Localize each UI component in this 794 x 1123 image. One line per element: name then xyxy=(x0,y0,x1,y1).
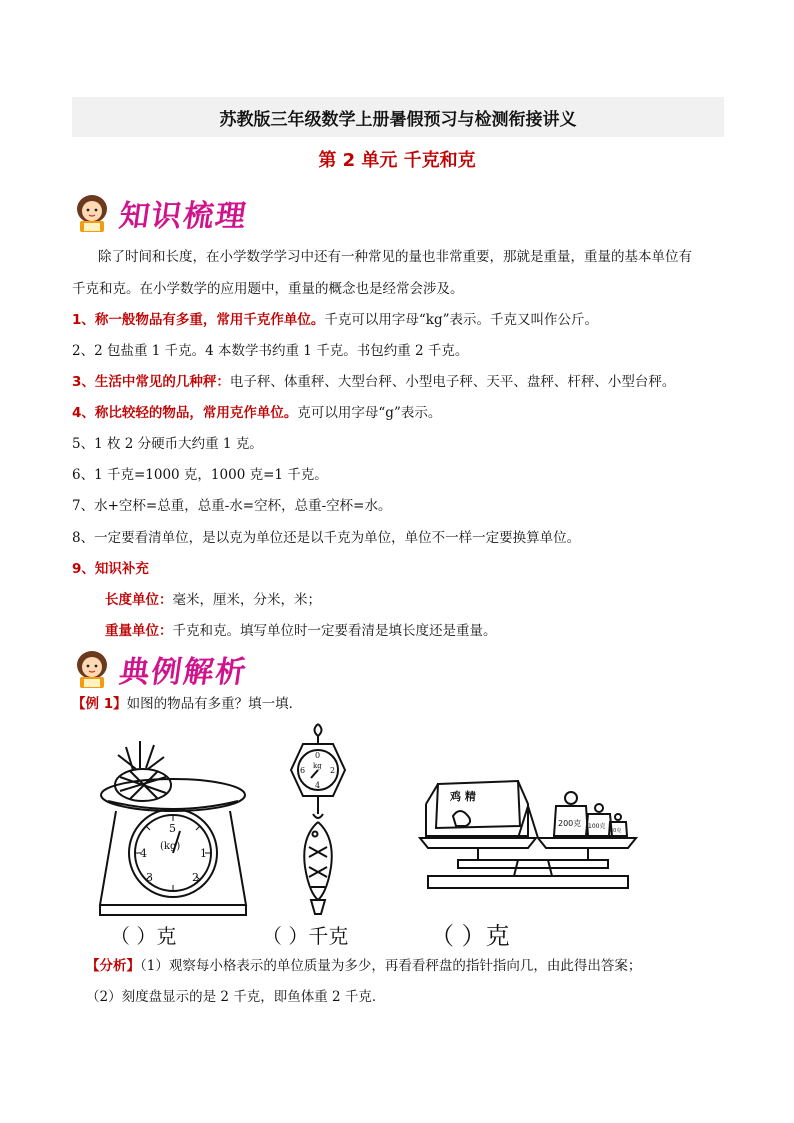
point-4 xyxy=(72,403,441,423)
point-6: 6、1 千克=1000 克，1000 克=1 千克。 xyxy=(72,467,328,483)
point-7: 7、水+空杯=总重，总重-水=空杯，总重-空杯=水。 xyxy=(72,498,392,514)
length-units xyxy=(105,590,321,610)
length-units-label: 长度单位： xyxy=(105,592,173,608)
analysis-2: （2）刻度盘显示的是 2 千克，即鱼体重 2 千克． xyxy=(86,989,386,1005)
point-3-text: 电子秤、体重秤、大型台秤、小型电子秤、天平、盘秤、杆秤、小型台秤。 xyxy=(229,374,676,390)
point-1-text: 千克可以用字母“kg”表示。千克又叫作公斤。 xyxy=(324,312,599,328)
examples-section-head xyxy=(70,646,248,692)
analysis-1-text: （1）观察每小格表示的单位质量为多少，再看看秤盘的指针指向几，由此得出答案； xyxy=(140,958,642,974)
weight-label: 100克 xyxy=(588,823,606,830)
length-units-text: 毫米，厘米，分米，米； xyxy=(172,592,321,608)
title-banner xyxy=(72,97,724,137)
point-4-highlight: 4、称比较轻的物品，常用克作单位。 xyxy=(72,405,298,421)
point-9-highlight: 9、知识补充 xyxy=(72,561,149,577)
knowledge-section-label: 知识梳理 xyxy=(117,199,250,234)
point-8: 8、一定要看清单位，是以克为单位还是以千克为单位，单位不一样一定要换算单位。 xyxy=(72,530,581,546)
main-title: 苏教版三年级数学上册暑假预习与检测衔接讲义 xyxy=(219,109,577,130)
hang-number: 6 xyxy=(300,766,306,775)
dial-number: 4 xyxy=(140,847,147,860)
bag-label: 鸡 精 xyxy=(450,790,476,803)
point-4-text: 克可以用字母“g”表示。 xyxy=(297,405,442,421)
answer-blank-3[interactable]: （ ）克 xyxy=(430,922,510,950)
examples-section-label: 典例解析 xyxy=(117,655,250,690)
example-1-question xyxy=(72,694,302,714)
dial-number: 3 xyxy=(146,871,153,884)
hang-number: 4 xyxy=(315,781,321,790)
point-5: 5、1 枚 2 分硬币大约重 1 克。 xyxy=(72,436,263,452)
point-2: 2、2 包盐重 1 千克。4 本数学书约重 1 千克。书包约重 2 千克。 xyxy=(72,343,469,359)
dial-number: 2 xyxy=(192,871,199,884)
hang-unit: kg xyxy=(313,762,322,770)
hanging-scale-figure xyxy=(283,722,353,917)
balance-scale-figure xyxy=(418,776,638,896)
weight-units xyxy=(105,621,497,641)
knowledge-section-head xyxy=(70,190,248,236)
example-1-text: 如图的物品有多重？填一填． xyxy=(126,696,303,712)
hang-number: 0 xyxy=(315,751,321,760)
answer-blank-2[interactable]: （ ）千克 xyxy=(262,924,349,948)
unit-title: 第 2 单元 千克和克 xyxy=(318,150,476,171)
dial-number: 1 xyxy=(200,847,207,860)
point-1 xyxy=(72,310,598,330)
point-3-highlight: 3、生活中常见的几种秤： xyxy=(72,374,230,390)
girl-reading-icon xyxy=(70,647,114,691)
girl-reading-icon xyxy=(70,191,114,235)
point-9 xyxy=(72,559,149,579)
point-1-highlight: 1、称一般物品有多重，常用千克作单位。 xyxy=(72,312,325,328)
weight-units-label: 重量单位： xyxy=(105,623,173,639)
point-3 xyxy=(72,372,675,392)
hang-number: 2 xyxy=(330,766,336,775)
analysis-tag: 【分析】 xyxy=(86,958,140,974)
analysis-1 xyxy=(86,956,641,976)
weight-label: 200克 xyxy=(558,819,582,828)
weight-units-text: 千克和克。填写单位时一定要看清是填长度还是重量。 xyxy=(172,623,497,639)
intro-line-2: 千克和克。在小学数学的应用题中，重量的概念也是经常会涉及。 xyxy=(72,281,464,297)
dial-unit: (kg) xyxy=(160,841,181,852)
answer-blank-1[interactable]: （ ）克 xyxy=(110,924,177,948)
example-1-tag: 【例 1】 xyxy=(72,696,127,712)
intro-line-1: 除了时间和长度，在小学数学学习中还有一种常见的量也非常重要，那就是重量，重量的基本单位有 xyxy=(98,249,692,265)
dial-number: 5 xyxy=(169,822,176,835)
weight-label: 50克 xyxy=(610,828,622,834)
platform-scale-figure xyxy=(88,735,258,920)
